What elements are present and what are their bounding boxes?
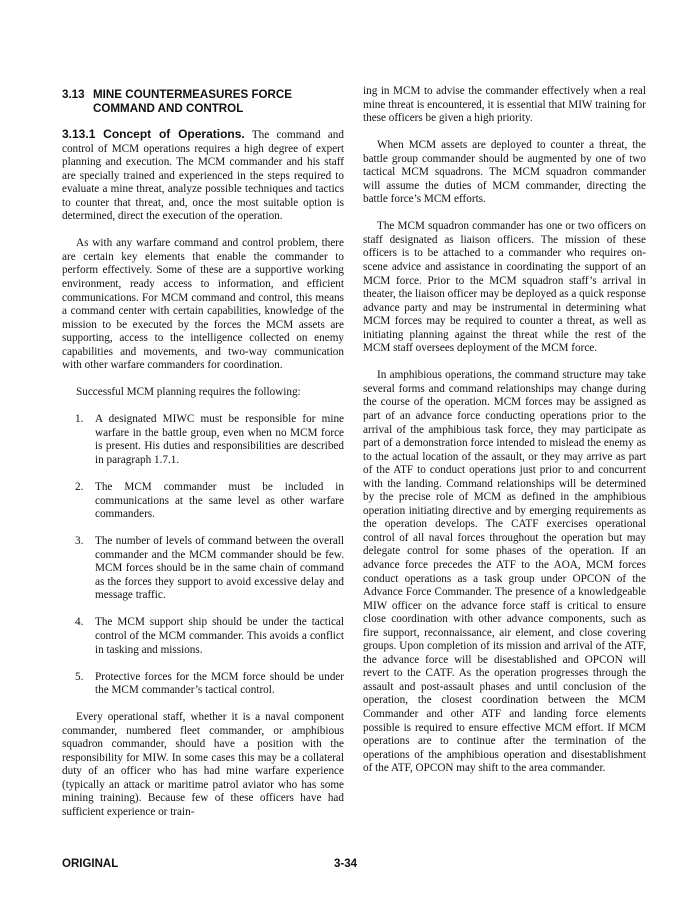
list-item-number: 4. [75, 616, 84, 629]
paragraph-planning-intro: Successful MCM planning requires the following: [76, 386, 301, 399]
list-item-number: 3. [75, 535, 84, 548]
list-item [62, 413, 344, 467]
paragraph-key-elements: As with any warfare command and control problem, there are certain key elements that enable the commander to perform effectively. Some of these are a supportive working environment, ready access to information, and efficient communications. For MCM command and control, this means a command center with certain capabilities, knowledge of the mission to be executed by the forces the MCM assets are supporting, access to the intelligence collected on enemy capabilities and movements, and two-way communication with other warfare commanders for coordination. [62, 237, 344, 372]
list-item-text: A designated MIWC must be responsible for mine warfare in the battle group, even when no MCM force is present. His duties and responsibilities are described in paragraph 1.7.1. [95, 413, 344, 466]
subsection-heading: 3.13.1 Concept of Operations. [62, 127, 245, 141]
list-item-number: 2. [75, 481, 84, 494]
list-item [62, 535, 344, 603]
paragraph-amphibious-operations: In amphibious operations, the command structure may take several forms and command relationships may change during the course of the operation. MCM forces may be assigned as part of an advance force conducting operations prior to the arrival of the amphibious task force, they may participate as part of a demonstration force intended to mislead the enemy as to the actual location of the assault, or they may arrive as part of the ATF to conduct operations just prior to and concurrent with the landing. Command relationships will be determined by the precise role of MCM as defined in the amphibious operation initiating directive and by emerging requirements as the operation develops. The CATF exercises operational control of all naval forces throughout the operation but may delegate control for some phases of the operation. If an advance force precedes the ATF to the AOA, MCM forces conduct operations as a task group under OPCON of the Advance Force Commander. The presence of a knowledgeable MIW officer on the advance force staff is critical to ensure close coordination with other advance components, such as fire support, reconnaissance, air element, and close covering groups. Upon completion of its mission and arrival of the ATF, the advance force will be disestablished and OPCON will revert to the CATF. As the operation progresses through the assault and post-assault phases and until conclusion of the operation, the closest coordination between the MCM Commander and other ATF and landing force elements possible is required to ensure effective MCM effort. If MCM operations are to continue after the termination of the operations of the amphibious operation and disestablishment of the ATF, OPCON may shift to the area commander. [363, 369, 646, 775]
paragraph-liaison-officers: The MCM squadron commander has one or two officers on staff designated as liaison officers. The mission of these officers is to be attached to a commander who requires on-scene advice and assistance in coordinating the support of an MCM force. Prior to the MCM squadron staff’s arrival in theater, the liaison officer may be deployed as a quick response advance party and may be instrumental in determining what MCM forces may be required to counter a threat, as well as initiating planning against the threat while the rest of the MCM staff oversees deployment of the MCM force. [363, 220, 646, 355]
section-heading [62, 88, 344, 115]
list-item [62, 616, 344, 657]
section-number: 3.13 [62, 88, 85, 101]
paragraph-deployment: When MCM assets are deployed to counter a threat, the battle group commander should be augmented by one of two tactical MCM squadrons. The MCM squadron commander will assume the duties of MCM commander, directing the battle force’s MCM efforts. [363, 139, 646, 206]
list-item-text: The MCM support ship should be under the tactical control of the MCM commander. This avoids a conflict in tasking and missions. [95, 616, 344, 656]
footer-original-label: ORIGINAL [62, 858, 119, 870]
requirements-list [62, 413, 344, 697]
section-title-line1: MINE COUNTERMEASURES FORCE [93, 88, 293, 101]
list-item-number: 1. [75, 413, 84, 426]
page-number: 3-34 [334, 858, 358, 870]
list-item-text: The number of levels of command between the overall commander and the MCM commander should be few. MCM forces should be in the same chain of command as the forces they support to avoid excessive delay and message traffic. [95, 535, 344, 602]
list-item-number: 5. [75, 670, 84, 683]
list-item [62, 671, 344, 698]
section-title-line2: COMMAND AND CONTROL [93, 101, 244, 115]
left-column [62, 88, 344, 833]
subsection-text: The command and control of MCM operations requires a high degree of expert planning and execution. The MCM commander and his staff are specially trained and experienced in the steps required to evaluate a mine threat, analyze possible techniques and tactics to counter that threat, and, once the most suitable option is determined, direct the execution of the operation. [62, 129, 344, 223]
concept-of-operations-paragraph [62, 128, 344, 224]
paragraph-continued-training: ing in MCM to advise the commander effectively when a real mine threat is encountered, it is essential that MIW training for these officers be given a high priority. [363, 85, 646, 125]
list-item-text: The MCM commander must be included in communications at the same level as other warfare commanders. [95, 481, 344, 521]
paragraph-operational-staff: Every operational staff, whether it is a naval component commander, numbered fleet commander, or amphibious squadron commander, should have a position with the responsibility for MIW. In some cases this may be a collateral duty of an officer who has had mine warfare experience (typically an attack or maritime patrol aviator who has some mining training). Because few of these officers have had sufficient experience or train- [62, 711, 344, 818]
list-item-text: Protective forces for the MCM force should be under the MCM commander’s tactical control. [95, 670, 344, 697]
list-item [62, 481, 344, 522]
right-column [363, 85, 646, 789]
